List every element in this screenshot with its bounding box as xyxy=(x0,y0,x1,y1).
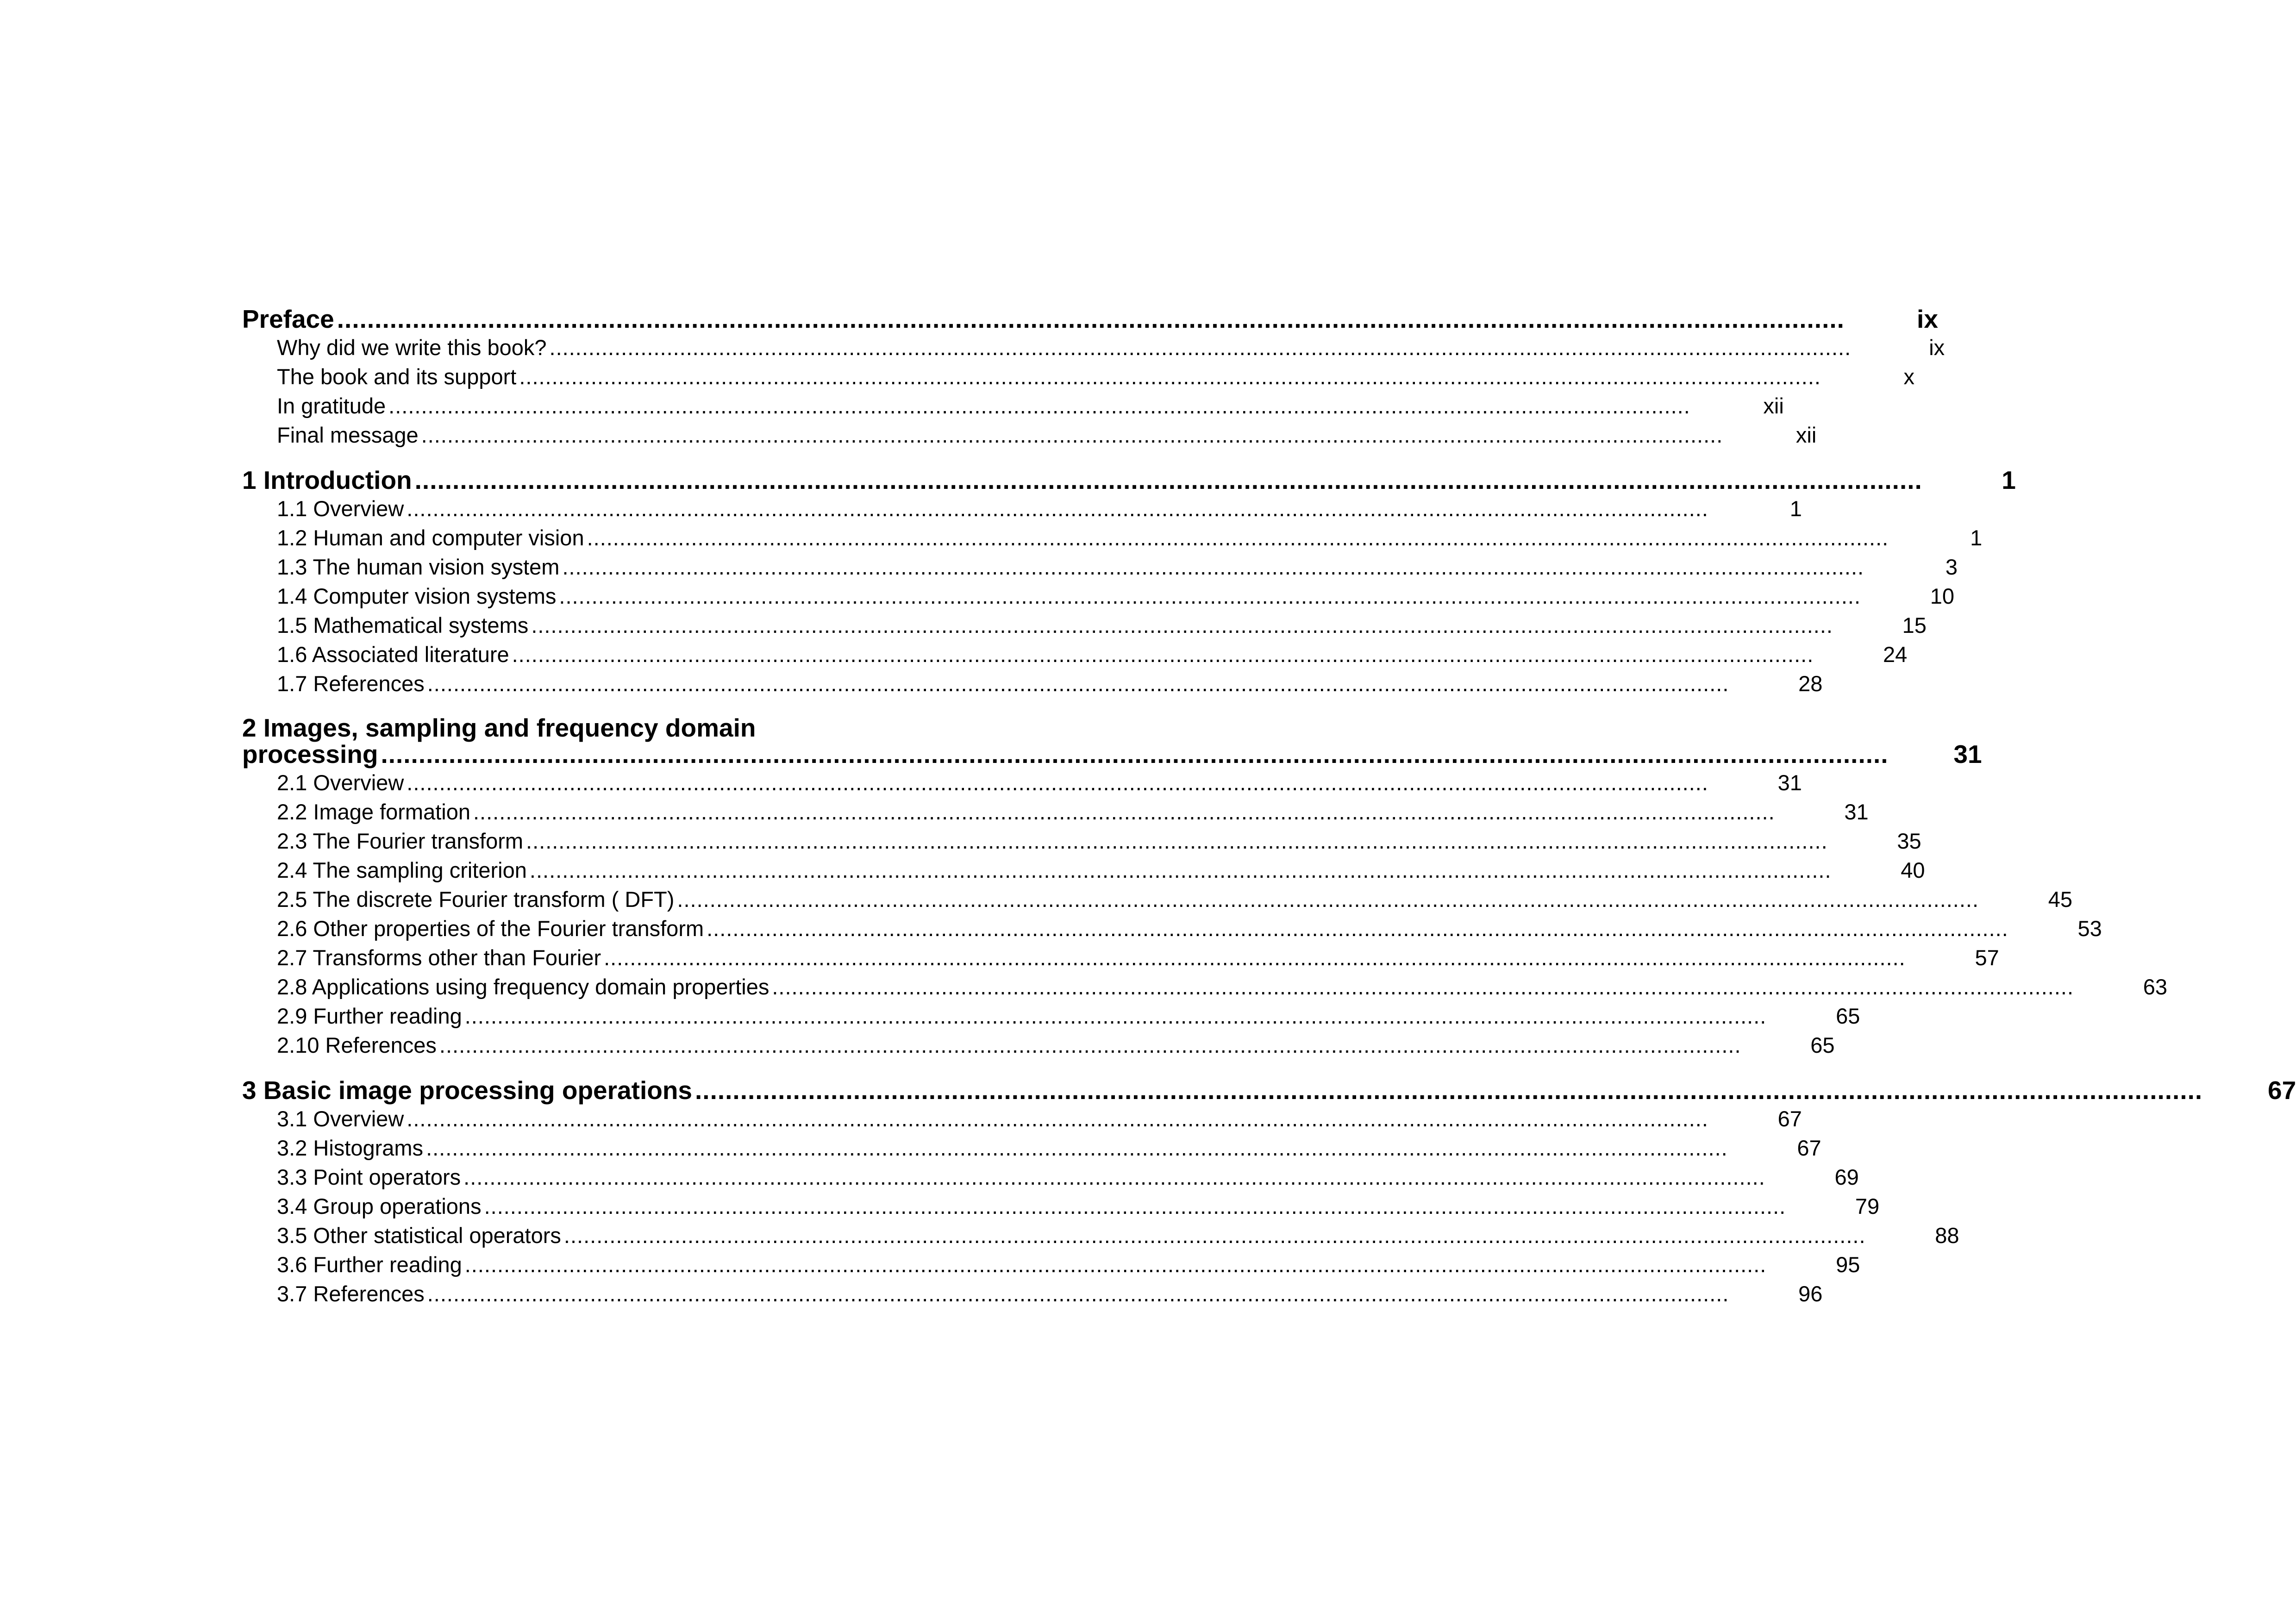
toc-entry xyxy=(242,943,1999,972)
toc-heading-label-line2: processing xyxy=(242,740,378,768)
toc-entry-page: x xyxy=(1903,364,1914,389)
dot-leader: ........................................................................................................................................................................................................ xyxy=(677,887,1979,912)
toc-entry-label: The book and its support xyxy=(277,364,517,389)
toc-entry xyxy=(242,669,1823,698)
toc-entry xyxy=(242,1221,1959,1250)
dot-leader: ........................................................................................................................................................................................................ xyxy=(484,1194,1786,1218)
toc-entry-page: 45 xyxy=(2048,887,2073,912)
dot-leader: ........................................................................................................................................................................................................ xyxy=(519,364,1821,389)
toc-entry-page: 3 xyxy=(1945,555,1958,579)
dot-leader: ........................................................................................................................................................................................................ xyxy=(407,1106,1708,1131)
toc-entry-page: 15 xyxy=(1902,613,1927,637)
toc-entry xyxy=(242,914,2102,943)
toc-entry-page: 31 xyxy=(1844,800,1869,824)
toc-entry-label: 1.4 Computer vision systems xyxy=(277,584,557,608)
toc-entry xyxy=(242,1162,1859,1192)
toc-entry xyxy=(242,1001,1860,1031)
toc-entry xyxy=(242,826,1921,856)
toc-entry xyxy=(242,362,1914,391)
toc-entry-page: 65 xyxy=(1810,1033,1835,1057)
toc-entry-page: 67 xyxy=(1777,1106,1802,1131)
toc-entry-page: 88 xyxy=(1935,1223,1959,1248)
dot-leader: ........................................................................................................................................................................................................ xyxy=(562,555,1864,579)
dot-leader: ........................................................................................................................................................................................................ xyxy=(772,974,2074,999)
toc-entry-label: 3.5 Other statistical operators xyxy=(277,1223,561,1248)
dot-leader: ........................................................................................................................................................................................................ xyxy=(407,770,1708,795)
toc-entry-label: 3.7 References xyxy=(277,1281,425,1306)
dot-leader: ........................................................................................................................................................................................................ xyxy=(337,305,1845,333)
dot-leader: ........................................................................................................................................................................................................ xyxy=(531,613,1833,637)
toc-entry xyxy=(242,1192,1880,1221)
toc-entry xyxy=(242,1104,1802,1133)
toc-entry xyxy=(242,1031,1835,1060)
toc-entry-page: 40 xyxy=(1901,858,1925,882)
toc-entry-label: 3.6 Further reading xyxy=(277,1252,462,1277)
toc-entry-page: 79 xyxy=(1855,1194,1880,1218)
toc-entry xyxy=(242,1133,1821,1162)
toc-entry-page: 31 xyxy=(1777,770,1802,795)
toc-entry xyxy=(242,640,1908,669)
toc-entry-label: 1.7 References xyxy=(277,671,425,696)
toc-entry-page: 69 xyxy=(1834,1165,1859,1189)
dot-leader: ........................................................................................................................................................................................................ xyxy=(464,1004,1767,1028)
dot-leader: ........................................................................................................................................................................................................ xyxy=(512,642,1814,667)
dot-leader: ........................................................................................................................................................................................................ xyxy=(695,1076,2203,1105)
dot-leader: ........................................................................................................................................................................................................ xyxy=(388,394,1690,418)
toc-entry-page: 24 xyxy=(1883,642,1908,667)
toc-entry-page: 35 xyxy=(1897,829,1921,853)
toc-heading-page: 1 xyxy=(2002,466,2016,494)
toc-entry xyxy=(242,552,1958,581)
toc-entry-page: 1 xyxy=(1970,525,1983,550)
dot-leader: ........................................................................................................................................................................................................ xyxy=(707,916,2008,941)
dot-leader: ........................................................................................................................................................................................................ xyxy=(414,466,1922,494)
toc-entry xyxy=(242,494,1802,523)
toc-entry-page: 53 xyxy=(2077,916,2102,941)
toc-entry-label: Why did we write this book? xyxy=(277,335,547,360)
toc-entries-chapter-1 xyxy=(242,494,1983,698)
toc-entry-label: 1.1 Overview xyxy=(277,496,404,521)
toc-entry-label: 2.3 The Fourier transform xyxy=(277,829,524,853)
toc-entry-label: 1.3 The human vision system xyxy=(277,555,560,579)
toc-entry-page: 10 xyxy=(1930,584,1955,608)
toc-entry xyxy=(242,885,2073,914)
toc-entry-label: 2.2 Image formation xyxy=(277,800,470,824)
dot-leader: ........................................................................................................................................................................................................ xyxy=(381,740,1889,768)
dot-leader: ........................................................................................................................................................................................................ xyxy=(549,335,1852,360)
toc-entry xyxy=(242,797,1869,826)
toc-heading-chapter-2 xyxy=(242,713,1982,768)
toc-entry xyxy=(242,581,1955,611)
toc-entry xyxy=(242,420,1817,450)
toc-heading-preface xyxy=(242,305,1938,333)
toc-entries-chapter-2 xyxy=(242,768,2167,1060)
toc-entry-label: 2.5 The discrete Fourier transform ( DFT) xyxy=(277,887,675,912)
toc-entry-page: 65 xyxy=(1836,1004,1860,1028)
toc-entry-label: 1.2 Human and computer vision xyxy=(277,525,584,550)
toc-heading-page: 67 xyxy=(2267,1076,2296,1105)
dot-leader: ........................................................................................................................................................................................................ xyxy=(559,584,1861,608)
toc-entry-page: 1 xyxy=(1789,496,1802,521)
toc-heading-label: 1 Introduction xyxy=(242,466,412,494)
dot-leader: ........................................................................................................................................................................................................ xyxy=(464,1252,1767,1277)
dot-leader: ........................................................................................................................................................................................................ xyxy=(439,1033,1741,1057)
toc-entry-page: xii xyxy=(1763,394,1784,418)
dot-leader: ........................................................................................................................................................................................................ xyxy=(407,496,1708,521)
toc-entry-page: ix xyxy=(1929,335,1945,360)
toc-entry-label: 1.6 Associated literature xyxy=(277,642,509,667)
toc-entry-page: 95 xyxy=(1836,1252,1860,1277)
dot-leader: ........................................................................................................................................................................................................ xyxy=(526,829,1828,853)
dot-leader: ........................................................................................................................................................................................................ xyxy=(563,1223,1866,1248)
toc-entry xyxy=(242,391,1784,420)
toc-entry xyxy=(242,1250,1860,1279)
toc-entry-label: 3.1 Overview xyxy=(277,1106,404,1131)
toc-entry xyxy=(242,768,1802,797)
dot-leader: ........................................................................................................................................................................................................ xyxy=(421,423,1723,447)
toc-heading-page: ix xyxy=(1917,305,1938,333)
toc-entry-label: Final message xyxy=(277,423,419,447)
table-of-contents xyxy=(242,305,2296,1308)
toc-entry-page: 67 xyxy=(1797,1136,1821,1160)
toc-entry xyxy=(242,333,1945,362)
dot-leader: ........................................................................................................................................................................................................ xyxy=(463,1165,1765,1189)
toc-entry-label: 1.5 Mathematical systems xyxy=(277,613,529,637)
toc-heading-label: Preface xyxy=(242,305,334,333)
dot-leader: ........................................................................................................................................................................................................ xyxy=(604,945,1906,970)
toc-entry-label: 2.8 Applications using frequency domain properties xyxy=(277,974,770,999)
toc-entries-chapter-3 xyxy=(242,1104,1959,1308)
toc-entry-page: 96 xyxy=(1798,1281,1823,1306)
toc-entry-page: 57 xyxy=(1975,945,1999,970)
toc-entry-label: 2.10 References xyxy=(277,1033,437,1057)
dot-leader: ........................................................................................................................................................................................................ xyxy=(473,800,1775,824)
toc-entry xyxy=(242,1279,1823,1308)
toc-entries-preface xyxy=(242,333,1945,450)
toc-entry-label: 2.7 Transforms other than Fourier xyxy=(277,945,601,970)
toc-entry-label: In gratitude xyxy=(277,394,386,418)
toc-entry-page: xii xyxy=(1796,423,1817,447)
toc-heading-label: 3 Basic image processing operations xyxy=(242,1076,693,1105)
toc-entry-page: 28 xyxy=(1798,671,1823,696)
dot-leader: ........................................................................................................................................................................................................ xyxy=(426,1136,1728,1160)
toc-heading-label-line1: 2 Images, sampling and frequency domain xyxy=(242,713,756,742)
toc-heading-chapter-3 xyxy=(242,1076,2296,1105)
dot-leader: ........................................................................................................................................................................................................ xyxy=(587,525,1889,550)
toc-entry-label: 2.1 Overview xyxy=(277,770,404,795)
dot-leader: ........................................................................................................................................................................................................ xyxy=(529,858,1832,882)
toc-entry-label: 2.9 Further reading xyxy=(277,1004,462,1028)
dot-leader: ........................................................................................................................................................................................................ xyxy=(427,1281,1729,1306)
toc-entry-label: 2.4 The sampling criterion xyxy=(277,858,527,882)
toc-heading-chapter-1 xyxy=(242,466,2016,494)
toc-entry xyxy=(242,523,1983,552)
toc-entry xyxy=(242,856,1925,885)
toc-entry xyxy=(242,972,2167,1001)
toc-entry-label: 2.6 Other properties of the Fourier transform xyxy=(277,916,704,941)
toc-heading-page: 31 xyxy=(1953,740,1982,768)
toc-entry-label: 3.3 Point operators xyxy=(277,1165,461,1189)
toc-entry-page: 63 xyxy=(2143,974,2167,999)
toc-entry xyxy=(242,611,1927,640)
dot-leader: ........................................................................................................................................................................................................ xyxy=(427,671,1729,696)
toc-entry-label: 3.2 Histograms xyxy=(277,1136,424,1160)
toc-entry-label: 3.4 Group operations xyxy=(277,1194,482,1218)
